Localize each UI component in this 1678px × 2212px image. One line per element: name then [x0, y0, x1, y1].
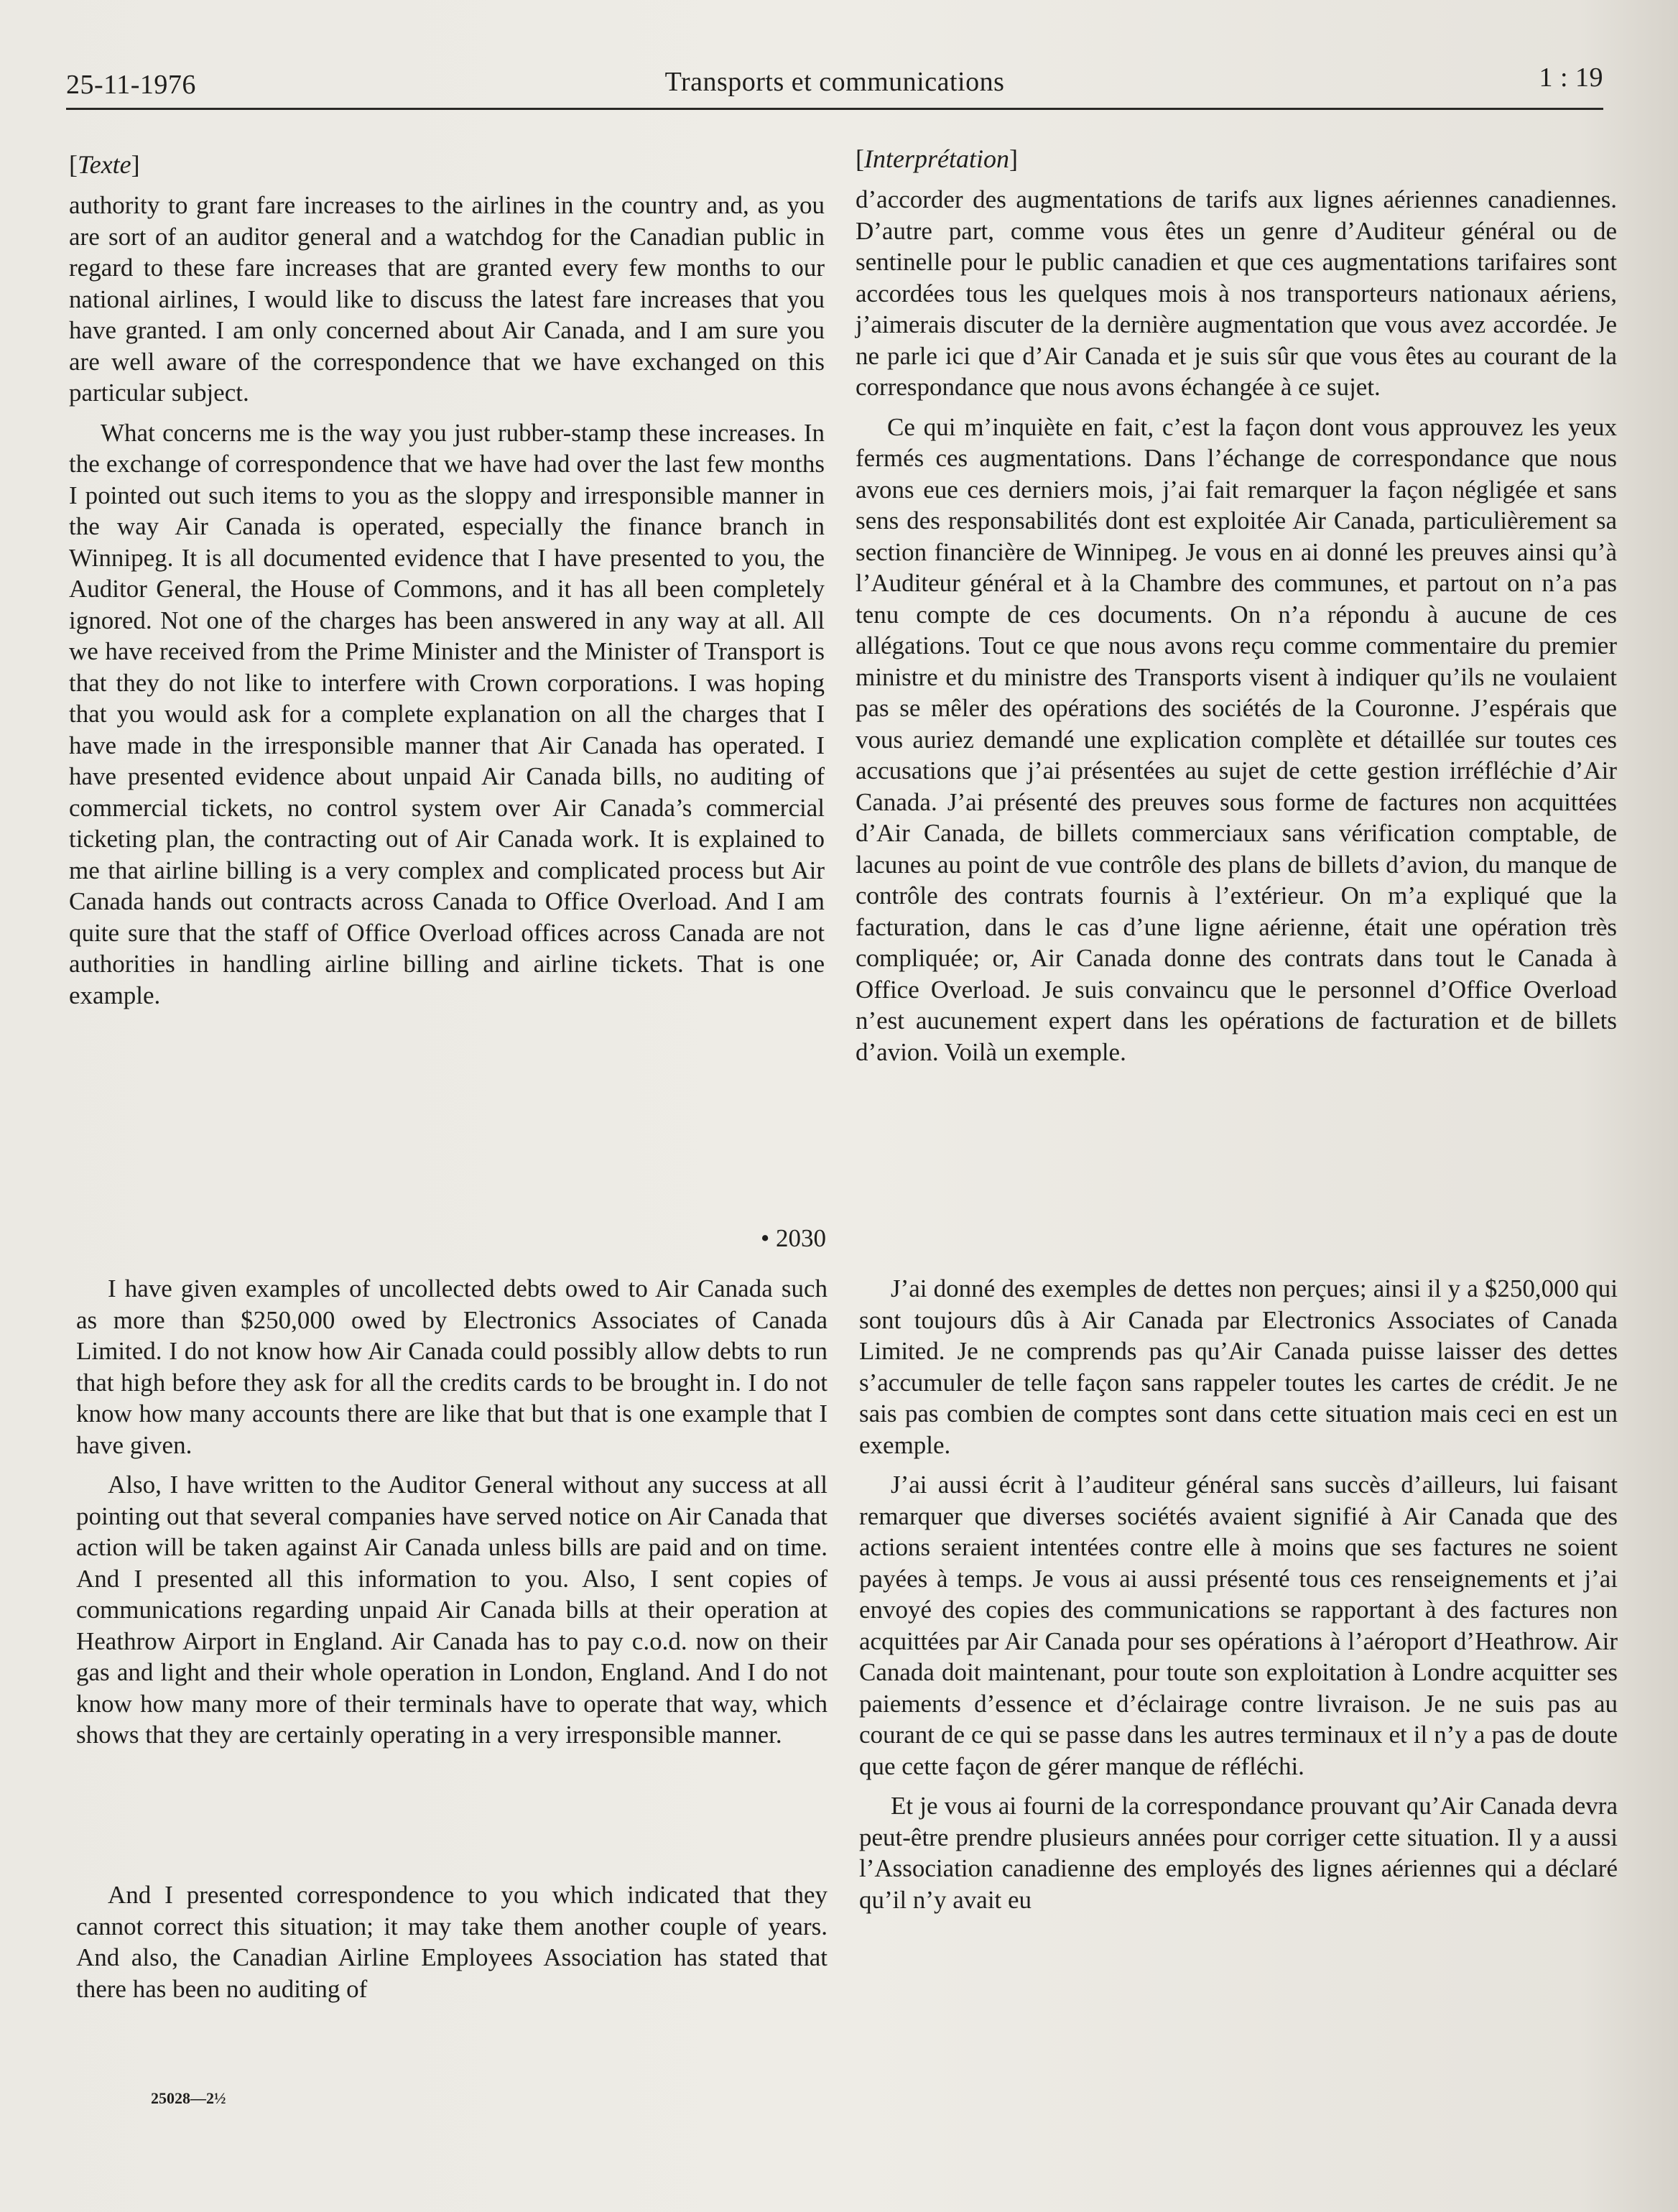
header-title: Transports et communications: [664, 67, 1005, 97]
right-paragraph-4: J’ai aussi écrit à l’auditeur général sans succès d’ailleurs, lui faisant remarquer que diverses sociétés avaient signifié à Air Canada que des actions seraient intentées contre elle à moins que ses factures ne soient payées à temps. Je vous ai aussi présenté tous ces renseignements et j’ai envoyé des copies des communications se rapportant à des factures non acquittées par Air Canada pour ses opérations à l’aéroport d’Heathrow. Air Canada doit maintenant, pour toute son exploitation à Londre acquitter ses paiements d’essence et d’éclairage contre livraison. Je ne suis pas au courant de ce qui se passe dans les autres terminaux et il n’y a pas de doute que cette façon de gérer manque de réfléchi.: [859, 1471, 1618, 1780]
header-date: 25-11-1976: [66, 70, 196, 100]
right-paragraph-3: J’ai donné des exemples de dettes non perçues; ainsi il y a $250,000 qui sont toujours dûs à Air Canada par Electronics Associates of Canada Limited. Je ne comprends pas qu’Air Canada puisse laisser des dettes s’accumuler de telle façon sans rappeler toutes les cartes de crédit. Je ne sais pas combien de comptes sont dans cette situation mais ceci en est un exemple.: [859, 1274, 1618, 1459]
left-section-tag: [Texte]: [69, 150, 140, 179]
time-marker: • 2030: [760, 1224, 826, 1252]
right-paragraph-5: Et je vous ai fourni de la correspondance prouvant qu’Air Canada devra peut-être prendre plusieurs années pour corriger cette situation. Il y a aussi l’Association canadienne des employés des lignes aériennes qui a déclaré qu’il n’y avait eu: [859, 1792, 1618, 1914]
left-column-english: [69, 148, 825, 1019]
left-paragraph-4: Also, I have written to the Auditor General without any success at all pointing out that several companies have served notice on Air Canada that action will be taken against Air Canada unless bills are paid and on time. And I presented all this information to you. Also, I sent copies of communications regarding unpaid Air Canada bills at their operation at Heathrow Airport in England. Air Canada has to pay c.o.d. now on their gas and light and their whole operation in London, England. And I do not know how many more of their terminals have to operate that way, which shows that they are certainly operating in a very irresponsible manner.: [76, 1471, 828, 1749]
print-code: 25028—2½: [151, 2089, 226, 2107]
right-paragraph-2: Ce qui m’inquiète en fait, c’est la façon dont vous approuvez les yeux fermés ces augmentations. Dans l’échange de correspondance que nous avons eue ces derniers mois, j’ai fait remarquer la façon négligée et sans sens des responsabilités dont est exploitée Air Canada, particulièrement sa section financière de Winnipeg. Je vous en ai donné les preuves ainsi qu’à l’Auditeur général et à la Chambre des communes, et partout on n’a pas tenu compte de ces documents. On n’a répondu à aucune de ces allégations. Tout ce que nous avons reçu comme commentaire du premier ministre et du ministre des Transports visent à indiquer qu’ils ne voulaient pas se mêler des opérations des sociétés de la Couronne. J’espérais que vous auriez demandé une explication complète et détaillée sur toutes ces accusations que j’ai présentées au sujet de cette gestion irréfléchie d’Air Canada. J’ai présenté des preuves sous forme de factures non acquittées d’Air Canada, de billets commerciaux sans vérification comptable, de lacunes au point de vue contrôle des plans de billets d’avion, du manque de contrôle des contrats fournis à l’extérieur. On m’a expliqué que la facturation, dans le cas d’une ligne aérienne, était une opération très compliquée; or, Air Canada donne des contrats dans tout le Canada à Office Overload. Je suis convaincu que le personnel d’Office Overload n’est aucunement expert dans les opérations de facturation et de billets d’avion. Voilà un exemple.: [856, 412, 1617, 1066]
left-paragraph-3: I have given examples of uncollected debts owed to Air Canada such as more than $250,000 owed by Electronics Associates of Canada Limited. I do not know how Air Canada could possibly allow debts to run that high before they ask for all the credits cards to be brought in. I do not know how many accounts there are like that but that is one example that I have given.: [76, 1274, 828, 1459]
left-paragraph-2: What concerns me is the way you just rubber-stamp these increases. In the exchange of correspondence that we have had over the last few months I pointed out such items to you as the sloppy and irresponsible manner in the way Air Canada is operated, especially the finance branch in Winnipeg. It is all documented evidence that I have presented to you, the Auditor General, the House of Commons, and it has all been completely ignored. Not one of the charges has been answered in any way at all. All we have received from the Prime Minister and the Minister of Transport is that they do not like to interfere with Crown corporations. I was hoping that you would ask for a complete explanation on all the charges that I have made in the irresponsible manner that Air Canada has operated. I have presented evidence about unpaid Air Canada bills, no auditing of commercial tickets, no control system over Air Canada’s commercial ticketing plan, the contracting out of Air Canada work. It is explained to me that airline billing is a very complex and complicated process but Air Canada hands out contracts across Canada to Office Overload. And I am quite sure that the staff of Office Overload offices across Canada are not authorities in handling airline billing and airline tickets. That is one example.: [69, 418, 825, 1009]
left-paragraph-1: authority to grant fare increases to the airlines in the country and, as you are sort of an auditor general and a watchdog for the Canadian public in regard to these fare increases that are granted every few months to our national airlines, I would like to discuss the latest fare increases that you have granted. I am only concerned about Air Canada, and I am sure you are well aware of the correspondence that we have exchanged on this particular subject.: [69, 191, 825, 407]
left-column-english-continued: [76, 1273, 828, 1759]
right-column-french: [856, 142, 1617, 1076]
right-column-french-continued: [859, 1273, 1618, 1924]
page-header: [66, 62, 1603, 110]
left-column-english-end: [76, 1879, 828, 2013]
right-section-tag: [Interprétation]: [856, 144, 1018, 173]
right-paragraph-1: d’accorder des augmentations de tarifs aux lignes aériennes canadiennes. D’autre part, comme vous êtes un genre d’Auditeur général ou de sentinelle pour le public canadien et que ces augmentations tarifaires sont accordées tous les quelques mois à nos transporteurs nationaux aériens, j’aimerais discuter de la dernière augmentation que vous avez accordée. Je ne parle ici que d’Air Canada et je suis sûr que vous êtes au courant de la correspondance que nous avons échangée à ce sujet.: [856, 185, 1617, 401]
header-page-number: 1 : 19: [1539, 63, 1603, 93]
left-paragraph-5: And I presented correspondence to you which indicated that they cannot correct this situation; it may take them another couple of years. And also, the Canadian Airline Employees Association has stated that there has been no auditing of: [76, 1881, 828, 2003]
